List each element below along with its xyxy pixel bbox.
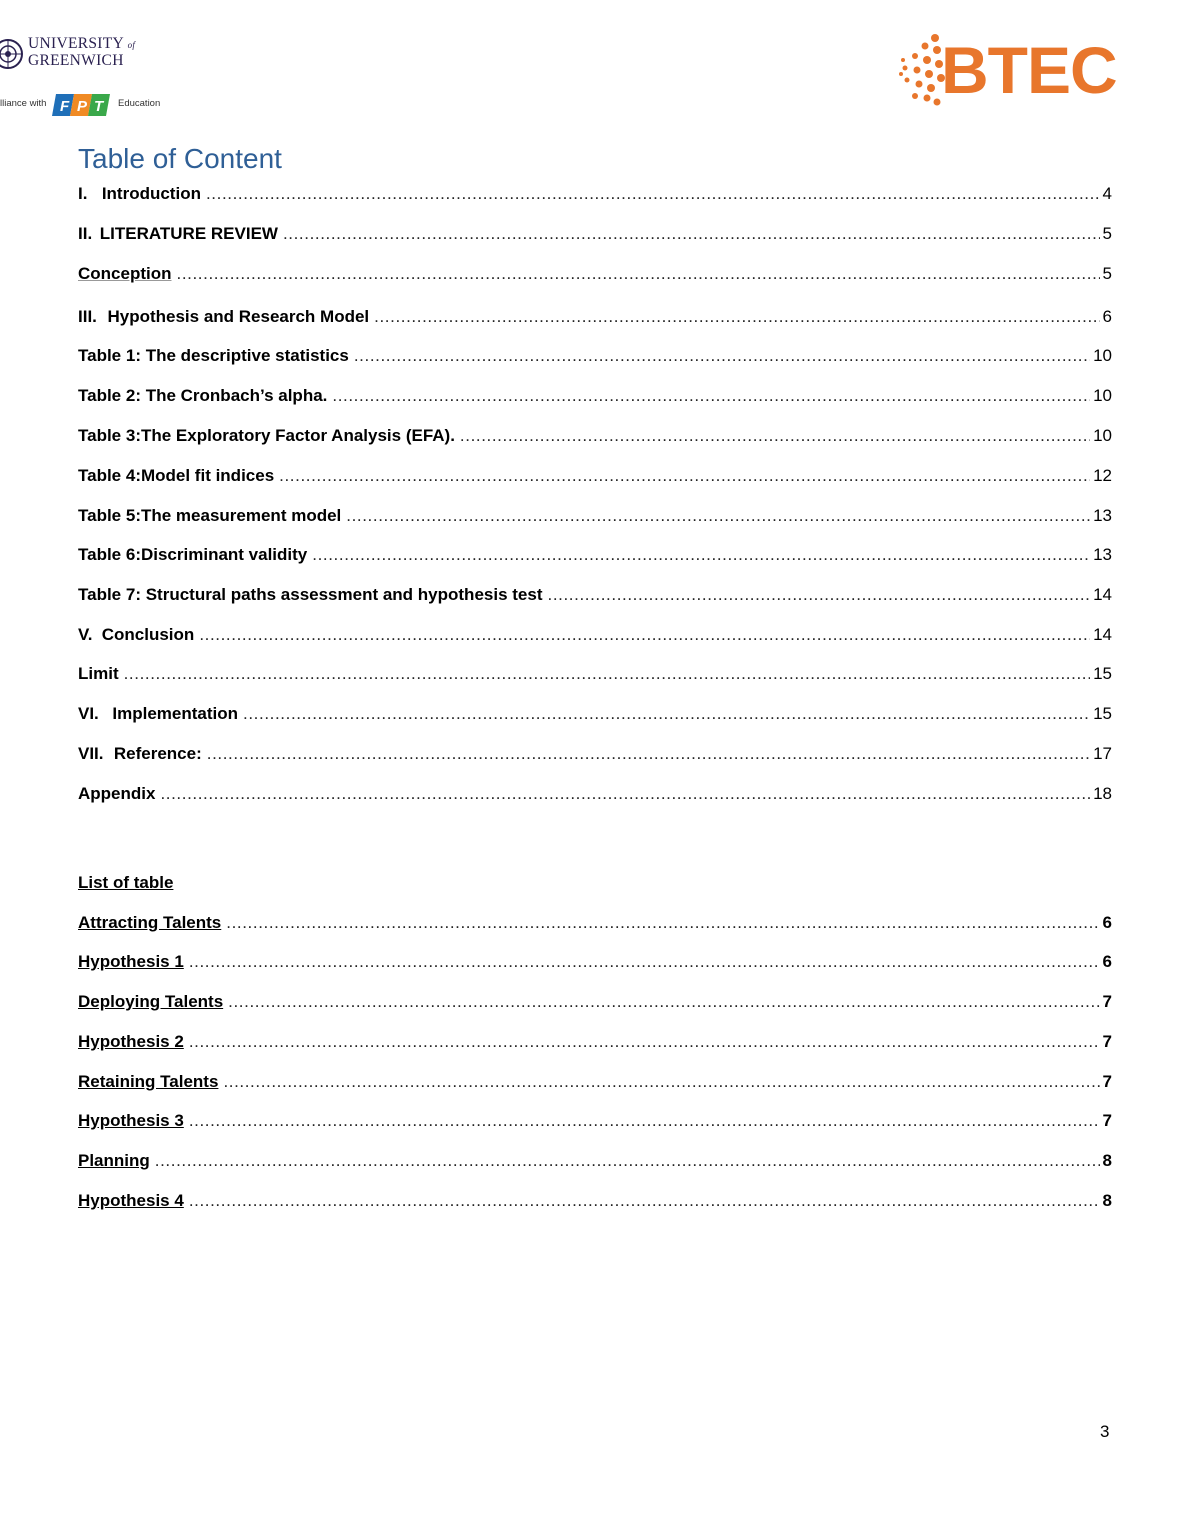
lot-entry-hypothesis-4[interactable] bbox=[78, 1189, 1112, 1213]
toc-entry-table-2[interactable] bbox=[78, 384, 1112, 408]
greenwich-crest-icon bbox=[0, 34, 26, 74]
toc-entry-page: 14 bbox=[1093, 625, 1112, 644]
toc-entry-label: Table 3:The Exploratory Factor Analysis (EFA). bbox=[78, 426, 455, 445]
lot-entry-hypothesis-3[interactable] bbox=[78, 1109, 1112, 1133]
toc-entry-number: VII. bbox=[78, 744, 104, 763]
dot-leader bbox=[312, 543, 1090, 567]
dot-leader bbox=[548, 583, 1091, 607]
toc-entry-page: 15 bbox=[1093, 664, 1112, 683]
toc-entry-introduction[interactable] bbox=[78, 182, 1112, 206]
toc-entry-label: Limit bbox=[78, 664, 119, 683]
university-of: of bbox=[127, 40, 136, 50]
toc-entry-limit[interactable] bbox=[78, 662, 1112, 686]
lot-entry-page: 6 bbox=[1102, 913, 1112, 932]
toc-entry-page: 14 bbox=[1093, 585, 1112, 604]
toc-entry-conception[interactable] bbox=[78, 262, 1112, 286]
toc-entry-conclusion[interactable] bbox=[78, 623, 1112, 647]
dot-leader bbox=[346, 504, 1090, 528]
lot-entry-page: 6 bbox=[1102, 952, 1112, 971]
toc-entry-page: 5 bbox=[1102, 224, 1112, 243]
lot-entry-hypothesis-1[interactable] bbox=[78, 950, 1112, 974]
fpt-logo-icon bbox=[52, 90, 114, 120]
lot-entry-label: Hypothesis 1 bbox=[78, 952, 184, 971]
toc-entry-page: 10 bbox=[1093, 346, 1112, 365]
toc-entry-appendix[interactable] bbox=[78, 782, 1112, 806]
toc-entry-table-4[interactable] bbox=[78, 464, 1112, 488]
toc-entry-label: Appendix bbox=[78, 784, 156, 803]
toc-entry-implementation[interactable] bbox=[78, 702, 1112, 726]
dot-leader bbox=[124, 662, 1090, 686]
university-of-greenwich-logo bbox=[0, 32, 160, 122]
toc-entry-literature-review[interactable] bbox=[78, 222, 1112, 246]
toc-entry-number: V. bbox=[78, 625, 93, 644]
toc-entry-page: 10 bbox=[1093, 386, 1112, 405]
lot-entry-label: Planning bbox=[78, 1151, 150, 1170]
lot-entry-page: 8 bbox=[1102, 1151, 1112, 1170]
toc-entry-reference[interactable] bbox=[78, 742, 1112, 766]
dot-leader bbox=[189, 1030, 1100, 1054]
lot-entry-label: Attracting Talents bbox=[78, 913, 222, 932]
page-number: 3 bbox=[1100, 1422, 1110, 1441]
toc-entry-label: Table 2: The Cronbach’s alpha. bbox=[78, 386, 328, 405]
toc-entry-hypothesis-model[interactable] bbox=[78, 305, 1112, 329]
toc-entry-table-3[interactable] bbox=[78, 424, 1112, 448]
toc-entry-table-1[interactable] bbox=[78, 344, 1112, 368]
btec-wordmark: BTEC bbox=[941, 33, 1117, 107]
toc-entry-number: II. bbox=[78, 224, 93, 243]
toc-entry-number: I. bbox=[78, 184, 88, 203]
toc-entry-label: Table 6:Discriminant validity bbox=[78, 545, 308, 564]
lot-entry-page: 7 bbox=[1102, 1032, 1112, 1051]
lot-entry-deploying-talents[interactable] bbox=[78, 990, 1112, 1014]
dot-leader bbox=[189, 1189, 1100, 1213]
fpt-letter-p: P bbox=[77, 98, 88, 115]
lot-entry-hypothesis-2[interactable] bbox=[78, 1030, 1112, 1054]
fpt-alliance bbox=[0, 90, 160, 120]
toc-title: Table of Content bbox=[78, 143, 282, 174]
toc-entry-page: 15 bbox=[1093, 704, 1112, 723]
toc-entry-label: Reference: bbox=[113, 744, 202, 763]
lot-entry-page: 7 bbox=[1102, 1072, 1112, 1091]
toc-entry-label: Introduction bbox=[101, 184, 201, 203]
toc-entry-page: 13 bbox=[1093, 506, 1112, 525]
toc-entry-label: LITERATURE REVIEW bbox=[99, 224, 278, 243]
university-name bbox=[28, 36, 135, 68]
dot-leader bbox=[279, 464, 1090, 488]
toc-entry-number: VI. bbox=[78, 704, 99, 723]
dot-leader bbox=[155, 1149, 1100, 1173]
lot-entry-label: Retaining Talents bbox=[78, 1072, 219, 1091]
toc-entry-page: 6 bbox=[1102, 307, 1112, 326]
dot-leader bbox=[177, 262, 1100, 286]
dot-leader bbox=[228, 990, 1099, 1014]
toc-entry-table-7[interactable] bbox=[78, 583, 1112, 607]
lot-entry-label: Hypothesis 3 bbox=[78, 1111, 184, 1130]
dot-leader bbox=[223, 1070, 1099, 1094]
lot-entry-label: Hypothesis 2 bbox=[78, 1032, 184, 1051]
lot-entry-page: 8 bbox=[1102, 1191, 1112, 1210]
list-of-table-heading: List of table bbox=[78, 873, 174, 892]
dot-leader bbox=[460, 424, 1090, 448]
lot-entry-page: 7 bbox=[1102, 992, 1112, 1011]
lot-entry-attracting-talents[interactable] bbox=[78, 911, 1112, 935]
lot-entry-planning[interactable] bbox=[78, 1149, 1112, 1173]
toc-entry-page: 5 bbox=[1102, 264, 1112, 283]
toc-entry-label: Table 5:The measurement model bbox=[78, 506, 342, 525]
university-line2: GREENWICH bbox=[28, 52, 124, 69]
btec-logo bbox=[895, 30, 1135, 110]
toc-entry-table-6[interactable] bbox=[78, 543, 1112, 567]
toc-entry-number: III. bbox=[78, 307, 97, 326]
dot-leader bbox=[207, 742, 1090, 766]
toc-entry-page: 10 bbox=[1093, 426, 1112, 445]
university-line1: UNIVERSITY bbox=[28, 35, 124, 52]
toc-entry-page: 12 bbox=[1093, 466, 1112, 485]
lot-entry-page: 7 bbox=[1102, 1111, 1112, 1130]
toc-entry-label: Hypothesis and Research Model bbox=[107, 307, 370, 326]
toc-entry-label: Table 4:Model fit indices bbox=[78, 466, 275, 485]
dot-leader bbox=[189, 1109, 1100, 1133]
dot-leader bbox=[206, 182, 1100, 206]
lot-entry-retaining-talents[interactable] bbox=[78, 1070, 1112, 1094]
toc-entry-page: 13 bbox=[1093, 545, 1112, 564]
toc-entry-label: Implementation bbox=[112, 704, 239, 723]
toc-entry-label: Conclusion bbox=[101, 625, 195, 644]
toc-entry-page: 17 bbox=[1093, 744, 1112, 763]
dot-leader bbox=[332, 384, 1090, 408]
toc-entry-page: 18 bbox=[1093, 784, 1112, 803]
toc-entry-label: Table 7: Structural paths assessment and hypothesis test bbox=[78, 585, 543, 604]
dot-leader bbox=[199, 623, 1090, 647]
dot-leader bbox=[243, 702, 1090, 726]
dot-leader bbox=[374, 305, 1099, 329]
alliance-suffix: Education bbox=[118, 98, 161, 109]
dot-leader bbox=[160, 782, 1090, 806]
dot-leader bbox=[226, 911, 1099, 935]
fpt-letter-f: F bbox=[60, 98, 70, 115]
toc-entry-label: Table 1: The descriptive statistics bbox=[78, 346, 349, 365]
toc-entry-table-5[interactable] bbox=[78, 504, 1112, 528]
toc-entry-page: 4 bbox=[1102, 184, 1112, 203]
alliance-prefix: lliance with bbox=[0, 98, 47, 109]
lot-entry-label: Deploying Talents bbox=[78, 992, 224, 1011]
fpt-letter-t: T bbox=[94, 98, 104, 115]
toc-entry-label: Conception bbox=[78, 264, 172, 283]
dot-leader bbox=[354, 344, 1090, 368]
dot-leader bbox=[283, 222, 1100, 246]
dot-leader bbox=[189, 950, 1100, 974]
lot-entry-label: Hypothesis 4 bbox=[78, 1191, 184, 1210]
